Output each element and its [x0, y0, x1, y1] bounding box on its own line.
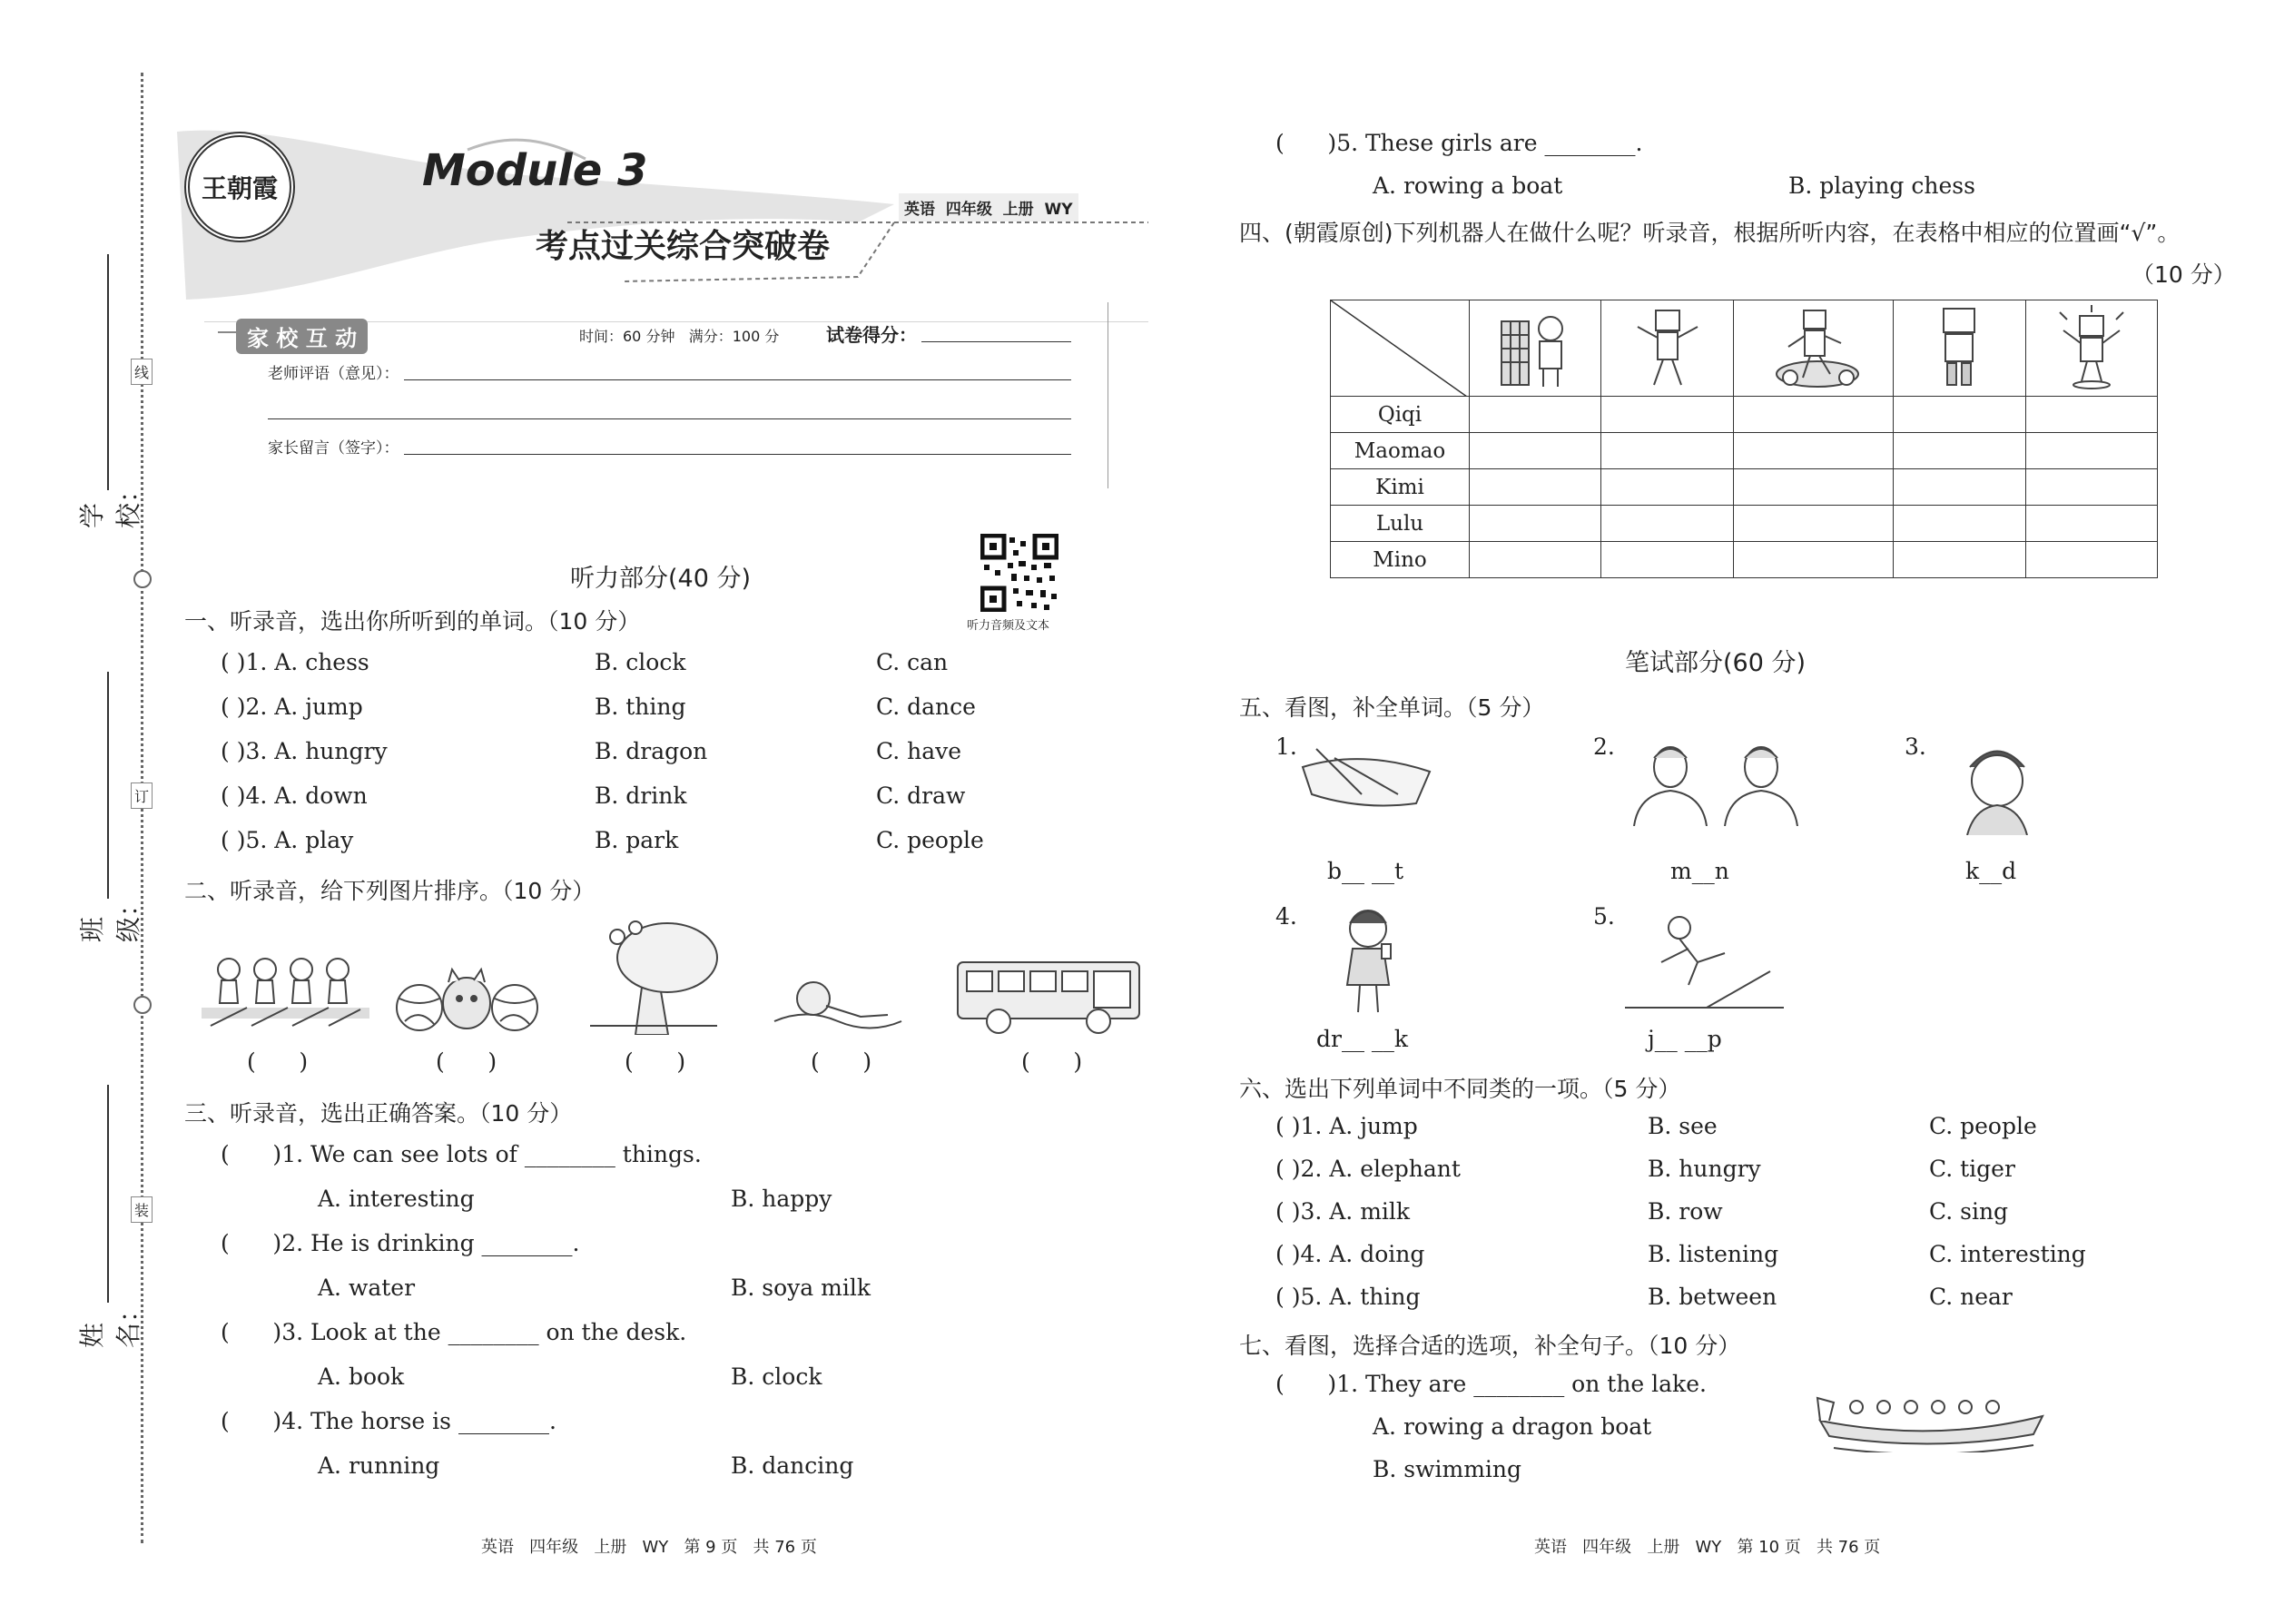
- s3-q1: ( )1. We can see lots of ________ things.: [221, 1141, 702, 1167]
- school-label: 学校：: [77, 477, 143, 528]
- picture-girl-drinking: [1334, 903, 1403, 1017]
- table-cell[interactable]: [1470, 542, 1601, 578]
- table-cell[interactable]: [1894, 397, 2025, 433]
- s6-q5-b: B. between: [1648, 1284, 1777, 1310]
- picture-boat: [1298, 740, 1434, 812]
- s2-blank-4[interactable]: ( ): [811, 1048, 872, 1075]
- robot-col-1: [1470, 300, 1601, 397]
- class-label: 班级：: [77, 891, 143, 942]
- robot-row-label: Kimi: [1331, 469, 1470, 506]
- robot-row-label: Qiqi: [1331, 397, 1470, 433]
- s3-q1-a: A. interesting: [318, 1186, 475, 1212]
- s1-q2-c: C. dance: [876, 694, 976, 720]
- binding-hole: [133, 996, 152, 1014]
- publisher-logo: [184, 132, 295, 242]
- name-field[interactable]: [77, 1085, 143, 1375]
- s3-q2: ( )2. He is drinking ________.: [221, 1230, 580, 1256]
- s1-q3-b: B. dragon: [595, 738, 708, 764]
- s6-q2-b: B. hungry: [1648, 1156, 1761, 1182]
- s6-q1: ( )1. A. jump: [1275, 1113, 1418, 1139]
- s6-heading: 六、选出下列单词中不同类的一项。（5 分）: [1239, 1076, 1681, 1102]
- s3-q4: ( )4. The horse is ________.: [221, 1408, 556, 1434]
- s3-heading: 三、听录音，选出正确答案。（10 分）: [184, 1100, 573, 1127]
- s7-q1-b: B. swimming: [1373, 1456, 1522, 1482]
- s1-q4-c: C. draw: [876, 782, 966, 809]
- table-cell[interactable]: [1733, 397, 1894, 433]
- s6-q4-b: B. listening: [1648, 1241, 1779, 1267]
- table-cell[interactable]: [2025, 506, 2157, 542]
- s4-heading: 四、(朝霞原创)下列机器人在做什么呢？听录音，根据所听内容，在表格中相应的位置画“√”。: [1239, 220, 2181, 246]
- picture-cat-balls: [392, 953, 542, 1035]
- s5-word-3: k__d: [1965, 858, 2017, 884]
- picture-men: [1625, 740, 1807, 826]
- robot-col-4: [1894, 300, 2025, 397]
- s1-q2: ( )2. A. jump: [221, 694, 363, 720]
- s1-q1: ( )1. A. chess: [221, 649, 369, 675]
- s6-q4: ( )4. A. doing: [1275, 1241, 1425, 1267]
- table-cell[interactable]: [1601, 506, 1733, 542]
- picture-dragon-boat: [1816, 1380, 2047, 1452]
- s3-q3-b: B. clock: [731, 1363, 822, 1390]
- robot-playing-chess-icon: [1494, 303, 1576, 389]
- listening-title: 听力部分(40 分): [570, 565, 752, 593]
- qr-caption: 听力音频及文本: [967, 619, 1050, 633]
- s3-q5: ( )5. These girls are ________.: [1275, 130, 1643, 156]
- robot-col-5: [2025, 300, 2157, 397]
- teacher-comment-line-2[interactable]: [268, 418, 1071, 419]
- s3-q2-b: B. soya milk: [731, 1275, 871, 1301]
- table-cell[interactable]: [1894, 469, 2025, 506]
- s1-q3-c: C. have: [876, 738, 962, 764]
- s6-q3-b: B. row: [1648, 1198, 1723, 1225]
- binding-mark: 订: [131, 782, 153, 809]
- module-title: Module 3: [422, 145, 648, 196]
- s2-heading: 二、听录音，给下列图片排序。（10 分）: [184, 878, 596, 904]
- s3-q2-a: A. water: [318, 1275, 416, 1301]
- teacher-comment-line[interactable]: [404, 379, 1071, 380]
- s2-blank-3[interactable]: ( ): [625, 1048, 686, 1075]
- table-cell[interactable]: [1470, 469, 1601, 506]
- s1-q2-b: B. thing: [595, 694, 686, 720]
- name-line: [107, 1085, 109, 1303]
- robot-standing-icon: [1918, 303, 2000, 389]
- s5-num-2: 2.: [1593, 733, 1615, 760]
- table-cell[interactable]: [1894, 542, 2025, 578]
- table-corner: [1331, 300, 1470, 397]
- s1-q3: ( )3. A. hungry: [221, 738, 388, 764]
- s5-num-4: 4.: [1275, 903, 1297, 930]
- logo-text: 王朝霞: [201, 173, 278, 203]
- s6-q2-c: C. tiger: [1929, 1156, 2015, 1182]
- binding-mark: 线: [131, 359, 153, 385]
- s6-q1-b: B. see: [1648, 1113, 1718, 1139]
- diagonal-line: [1331, 300, 1467, 397]
- binding-hole: [133, 570, 152, 588]
- table-cell[interactable]: [1601, 469, 1733, 506]
- table-cell[interactable]: [1733, 506, 1894, 542]
- picture-tree-birds: [581, 917, 726, 1035]
- s5-num-1: 1.: [1275, 733, 1297, 760]
- s3-q1-b: B. happy: [731, 1186, 832, 1212]
- class-line: [107, 672, 109, 899]
- s7-heading: 七、看图，选择合适的选项，补全句子。（10 分）: [1239, 1333, 1741, 1359]
- panel-rule: [218, 331, 236, 333]
- score-label: 试卷得分：: [826, 324, 917, 346]
- table-cell[interactable]: [1601, 433, 1733, 469]
- s6-q5-c: C. near: [1929, 1284, 2013, 1310]
- home-school-badge: 家 校 互 动: [236, 319, 368, 354]
- s2-blank-1[interactable]: ( ): [247, 1048, 309, 1075]
- table-cell[interactable]: [2025, 397, 2157, 433]
- table-cell[interactable]: [1470, 506, 1601, 542]
- table-cell[interactable]: [1894, 433, 2025, 469]
- s5-word-1: b__ __t: [1327, 858, 1403, 884]
- s1-q5-b: B. park: [595, 827, 679, 853]
- robot-col-2: [1601, 300, 1733, 397]
- s6-q3: ( )3. A. milk: [1275, 1198, 1411, 1225]
- table-cell[interactable]: [2025, 469, 2157, 506]
- robot-row-label: Lulu: [1331, 506, 1470, 542]
- s5-num-3: 3.: [1905, 733, 1926, 760]
- s2-blank-2[interactable]: ( ): [436, 1048, 497, 1075]
- s7-q1-a: A. rowing a dragon boat: [1373, 1413, 1652, 1440]
- robot-table: [1330, 300, 2158, 578]
- s6-q2: ( )2. A. elephant: [1275, 1156, 1461, 1182]
- robot-row-label: Maomao: [1331, 433, 1470, 469]
- s6-q4-c: C. interesting: [1929, 1241, 2086, 1267]
- picture-kid: [1956, 740, 2038, 835]
- table-cell[interactable]: [1733, 433, 1894, 469]
- s1-q5-c: C. people: [876, 827, 984, 853]
- s3-q4-a: A. running: [318, 1452, 440, 1479]
- school-line: [107, 254, 109, 490]
- robot-dancing-icon: [1627, 303, 1708, 389]
- table-cell[interactable]: [1470, 433, 1601, 469]
- s2-blank-5[interactable]: ( ): [1021, 1048, 1083, 1075]
- s3-q4-b: B. dancing: [731, 1452, 854, 1479]
- s5-num-5: 5.: [1593, 903, 1615, 930]
- s5-heading: 五、看图，补全单词。（5 分）: [1239, 694, 1545, 721]
- table-cell[interactable]: [2025, 433, 2157, 469]
- footer-right: 英语 四年级 上册 WY 第 10 页 共 76 页: [1534, 1538, 1881, 1557]
- robot-col-3: [1733, 300, 1894, 397]
- picture-boy-jumping: [1625, 908, 1784, 1012]
- table-cell[interactable]: [1733, 542, 1894, 578]
- table-cell[interactable]: [1470, 397, 1601, 433]
- class-field[interactable]: [77, 672, 143, 962]
- s1-q4: ( )4. A. down: [221, 782, 368, 809]
- s3-q3-a: A. book: [318, 1363, 405, 1390]
- s7-q1: ( )1. They are ________ on the lake.: [1275, 1371, 1707, 1397]
- grade-tag: 英语 四年级 上册 WY: [899, 193, 1078, 221]
- school-field[interactable]: [77, 254, 143, 545]
- robot-row-label: Mino: [1331, 542, 1470, 578]
- paper-title: 考点过关综合突破卷: [536, 228, 831, 265]
- teacher-comment-label: 老师评语（意见）：: [268, 365, 399, 383]
- picture-children-dancing: [202, 953, 369, 1035]
- table-cell[interactable]: [1601, 397, 1733, 433]
- picture-bus: [953, 958, 1148, 1035]
- score-input[interactable]: [921, 341, 1071, 342]
- s5-word-2: m__n: [1670, 858, 1729, 884]
- s4-points: （10 分）: [2132, 261, 2236, 288]
- table-cell[interactable]: [1733, 469, 1894, 506]
- table-cell[interactable]: [1601, 542, 1733, 578]
- binding-mark: 装: [131, 1196, 153, 1223]
- s1-q1-c: C. can: [876, 649, 949, 675]
- s1-q1-b: B. clock: [595, 649, 686, 675]
- robot-singing-icon: [2051, 303, 2132, 389]
- time-score: 时间：60 分钟 满分：100 分: [579, 328, 780, 345]
- name-label: 姓名：: [77, 1296, 143, 1348]
- parent-comment-label: 家长留言（签字）：: [268, 439, 399, 458]
- s3-q5-b: B. playing chess: [1788, 172, 1975, 199]
- footer-left: 英语 四年级 上册 WY 第 9 页 共 76 页: [481, 1538, 817, 1557]
- s6-q5: ( )5. A. thing: [1275, 1284, 1421, 1310]
- s3-q3: ( )3. Look at the ________ on the desk.: [221, 1319, 687, 1345]
- s5-word-5: j__ __p: [1648, 1026, 1722, 1052]
- s6-q3-c: C. sing: [1929, 1198, 2009, 1225]
- parent-comment-line[interactable]: [404, 454, 1071, 455]
- s1-q4-b: B. drink: [595, 782, 687, 809]
- qr-code[interactable]: [980, 534, 1058, 612]
- writing-title: 笔试部分(60 分): [1625, 649, 1807, 677]
- s6-q1-c: C. people: [1929, 1113, 2037, 1139]
- table-cell[interactable]: [1894, 506, 2025, 542]
- s1-q5: ( )5. A. play: [221, 827, 354, 853]
- s1-heading: 一、听录音，选出你所听到的单词。（10 分）: [184, 608, 641, 635]
- s3-q5-a: A. rowing a boat: [1373, 172, 1563, 199]
- s5-word-4: dr__ __k: [1316, 1026, 1409, 1052]
- picture-girl-swimming: [770, 971, 906, 1035]
- robot-playing-football-icon: [1763, 303, 1863, 389]
- home-school-panel: [218, 302, 1126, 488]
- table-cell[interactable]: [2025, 542, 2157, 578]
